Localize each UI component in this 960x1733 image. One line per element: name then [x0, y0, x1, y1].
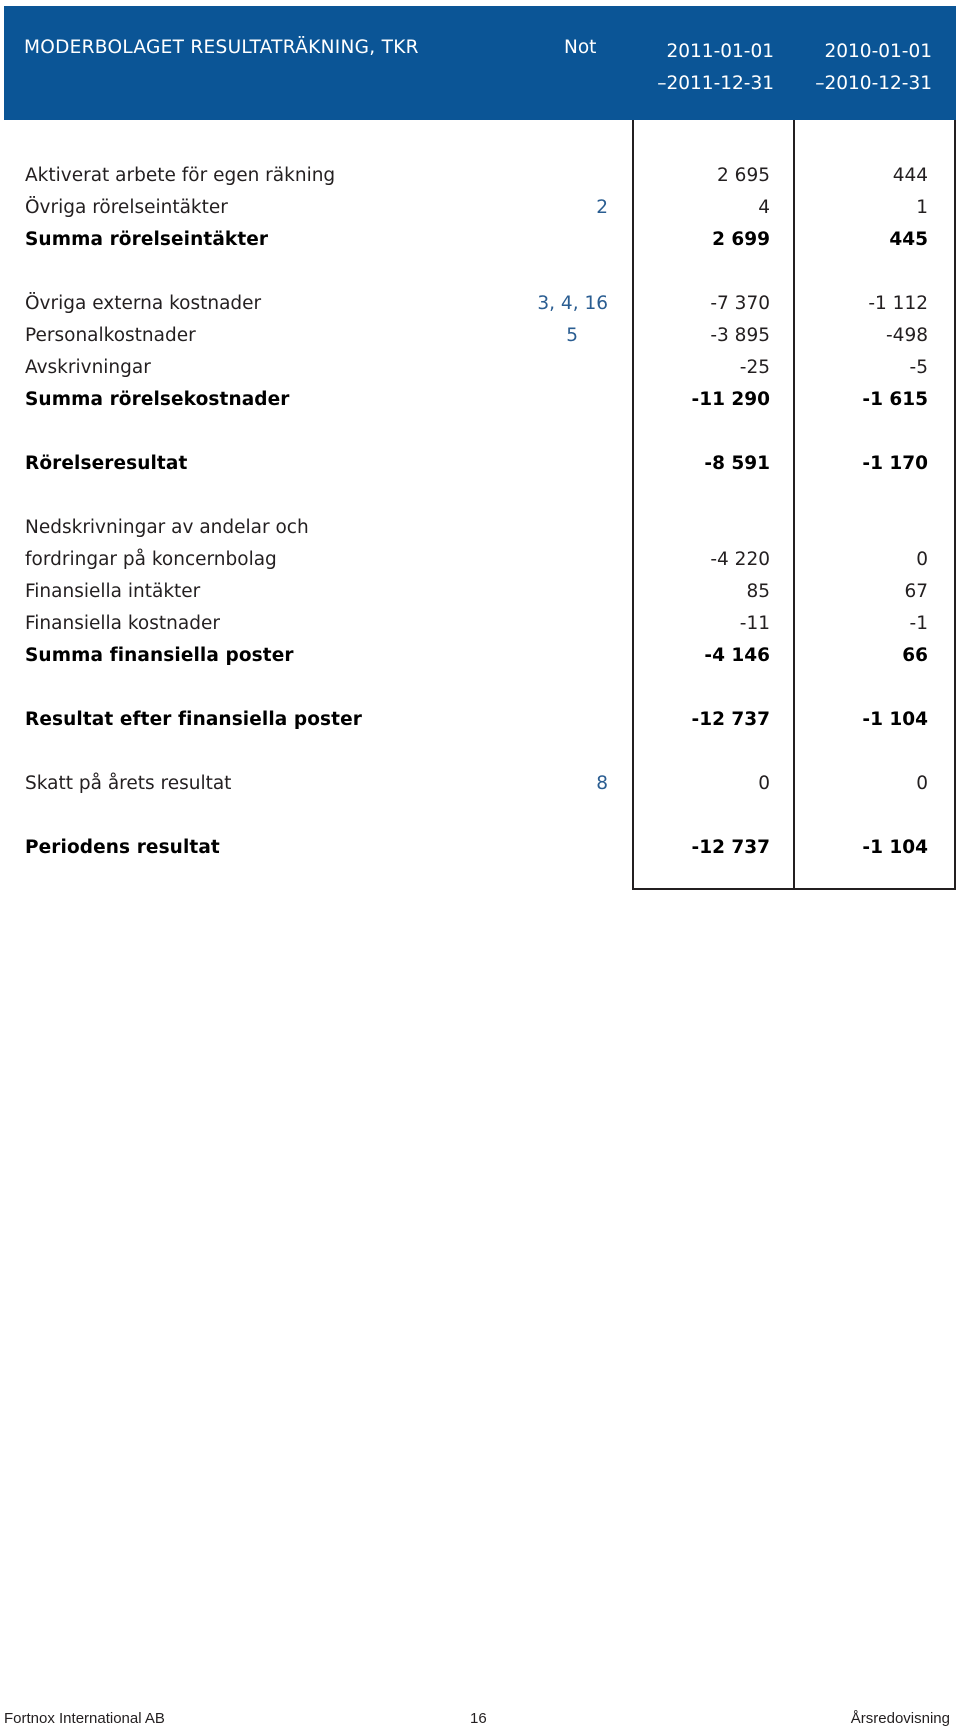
summary-row	[0, 640, 960, 672]
row-value-2011: -3 895	[710, 325, 770, 346]
row-value-2010: -1 615	[862, 389, 928, 410]
row-value-2010: -1 104	[862, 837, 928, 858]
row-label: Övriga externa kostnader	[25, 293, 262, 314]
table-row	[0, 192, 960, 224]
row-value-2010: 67	[904, 581, 928, 602]
footer-document-title: Årsredovisning	[850, 1710, 950, 1727]
row-value-2010: -5	[909, 357, 928, 378]
period-2010-header	[772, 36, 932, 100]
table-row	[0, 320, 960, 352]
summary-row	[0, 224, 960, 256]
note-column-header: Not	[564, 37, 597, 58]
summary-row	[0, 832, 960, 864]
table-row	[0, 576, 960, 608]
table-row	[0, 768, 960, 800]
row-value-2011: 4	[758, 197, 770, 218]
row-value-2011: -11	[739, 613, 770, 634]
page-footer	[0, 1706, 960, 1732]
row-note: 5	[566, 325, 578, 346]
row-label: Övriga rörelseintäkter	[25, 197, 228, 218]
row-value-2010: -1 112	[868, 293, 928, 314]
period-2011-header	[614, 36, 774, 100]
row-note: 8	[596, 773, 608, 794]
summary-row	[0, 384, 960, 416]
row-value-2011: 85	[746, 581, 770, 602]
row-label: Aktiverat arbete för egen räkning	[25, 165, 336, 186]
row-value-2010: 445	[889, 229, 928, 250]
row-label: Avskrivningar	[25, 357, 151, 378]
period-2010-end: –2010-12-31	[815, 73, 932, 94]
row-value-2011: 0	[758, 773, 770, 794]
row-note: 3, 4, 16	[537, 293, 608, 314]
row-label: Summa rörelsekostnader	[25, 389, 290, 410]
footer-page-number: 16	[470, 1710, 487, 1727]
row-value-2010: -498	[886, 325, 928, 346]
table-row	[0, 352, 960, 384]
table-header	[4, 6, 956, 120]
row-label: Nedskrivningar av andelar och	[25, 517, 309, 538]
row-value-2011: -12 737	[691, 837, 770, 858]
row-label: Summa rörelseintäkter	[25, 229, 269, 250]
row-value-2011: -8 591	[704, 453, 770, 474]
row-note: 2	[596, 197, 608, 218]
row-label: Resultat efter finansiella poster	[25, 709, 362, 730]
period-2011-start: 2011-01-01	[666, 41, 774, 62]
row-value-2010: -1 104	[862, 709, 928, 730]
table-row	[0, 544, 960, 576]
period-2011-end: –2011-12-31	[657, 73, 774, 94]
summary-row	[0, 704, 960, 736]
row-label: fordringar på koncernbolag	[25, 549, 277, 570]
table-title: MODERBOLAGET RESULTATRÄKNING, TKR	[24, 37, 419, 58]
row-value-2011: -7 370	[710, 293, 770, 314]
table-row	[0, 288, 960, 320]
table-row	[0, 608, 960, 640]
row-value-2011: -4 220	[710, 549, 770, 570]
row-value-2011: -12 737	[691, 709, 770, 730]
row-value-2011: 2 699	[712, 229, 770, 250]
row-label: Skatt på årets resultat	[25, 773, 232, 794]
row-label: Personalkostnader	[25, 325, 196, 346]
row-label: Finansiella intäkter	[25, 581, 201, 602]
row-label: Rörelseresultat	[25, 453, 188, 474]
row-value-2010: -1 170	[862, 453, 928, 474]
footer-company: Fortnox International AB	[4, 1710, 165, 1727]
summary-row	[0, 448, 960, 480]
row-value-2010: 444	[892, 165, 928, 186]
row-label: Finansiella kostnader	[25, 613, 220, 634]
table-row	[0, 512, 960, 544]
table-row	[0, 160, 960, 192]
row-value-2011: 2 695	[717, 165, 770, 186]
row-value-2010: 1	[916, 197, 928, 218]
row-value-2010: 0	[916, 773, 928, 794]
period-2010-start: 2010-01-01	[824, 41, 932, 62]
table-bottom-border	[632, 888, 956, 890]
row-value-2011: -4 146	[704, 645, 770, 666]
row-value-2010: -1	[909, 613, 928, 634]
row-label: Periodens resultat	[25, 837, 220, 858]
row-value-2010: 66	[902, 645, 928, 666]
row-value-2011: -25	[739, 357, 770, 378]
row-value-2011: -11 290	[691, 389, 770, 410]
row-value-2010: 0	[916, 549, 928, 570]
row-label: Summa finansiella poster	[25, 645, 294, 666]
